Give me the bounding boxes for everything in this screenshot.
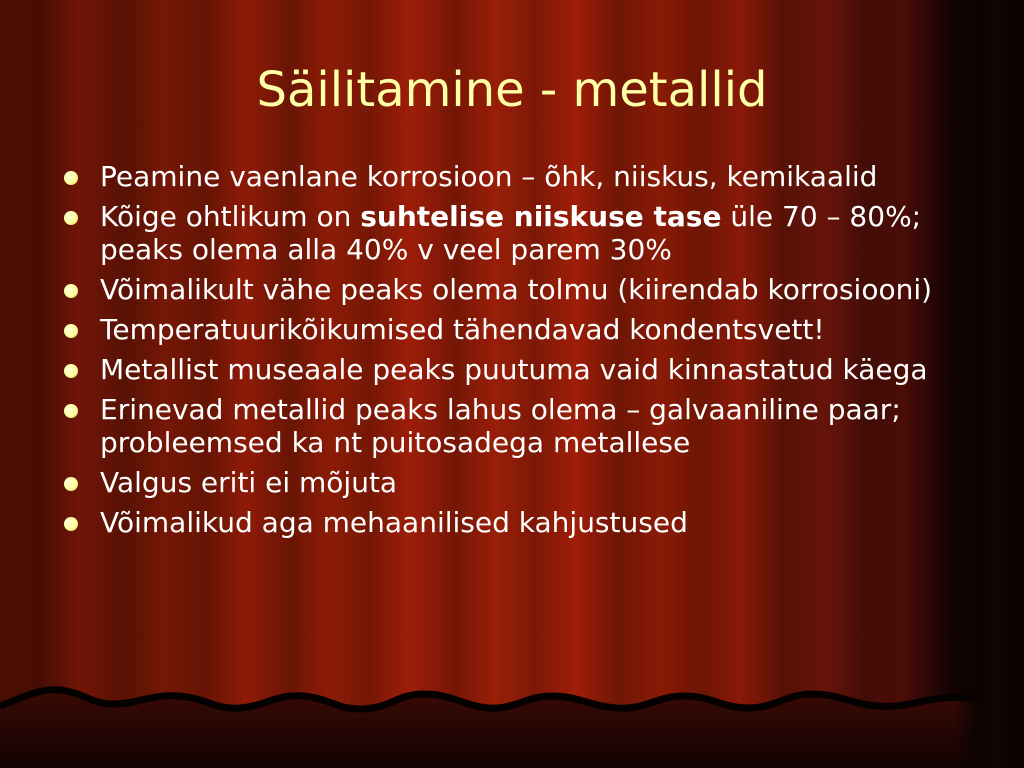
bullet-text: Võimalikud aga mehaanilised kahjustused [100, 506, 688, 539]
bullet-list [62, 160, 962, 546]
bullet-text: Peamine vaenlane korrosioon – õhk, niiskus, kemikaalid [100, 160, 878, 193]
bullet-item [62, 313, 962, 346]
bullet-text: Erinevad metallid peaks lahus olema – galvaaniline paar; probleemsed ka nt puitosadega metallese [100, 393, 901, 459]
bullet-text-before: Kõige ohtlikum on [100, 200, 361, 233]
bullet-dot-icon [64, 364, 78, 378]
bullet-dot-icon [64, 211, 78, 225]
bullet-dot-icon [64, 171, 78, 185]
bullet-item [62, 393, 962, 459]
bullet-item [62, 506, 962, 539]
slide-title: Säilitamine - metallid [256, 62, 768, 118]
bullet-dot-icon [64, 477, 78, 491]
bullet-text-bold: suhtelise niiskuse tase [360, 200, 722, 233]
bullet-dot-icon [64, 404, 78, 418]
bullet-text: Metallist museaale peaks puutuma vaid kinnastatud käega [100, 353, 928, 386]
bullet-text: Temperatuurikõikumised tähendavad kondentsvett! [100, 313, 825, 346]
bullet-item [62, 200, 962, 266]
bullet-text: Võimalikult vähe peaks olema tolmu (kiirendab korrosiooni) [100, 273, 933, 306]
curtain-hem-shape [0, 690, 1024, 768]
bullet-text-after: üle 70 – 80%; peaks olema alla 40% v veel parem 30% [100, 200, 922, 266]
bullet-item [62, 353, 962, 386]
bullet-item [62, 466, 962, 499]
bullet-text: Valgus eriti ei mõjuta [100, 466, 398, 499]
bullet-dot-icon [64, 284, 78, 298]
bullet-dot-icon [64, 517, 78, 531]
bullet-item [62, 160, 962, 193]
bullet-item [62, 273, 962, 306]
bullet-dot-icon [64, 324, 78, 338]
